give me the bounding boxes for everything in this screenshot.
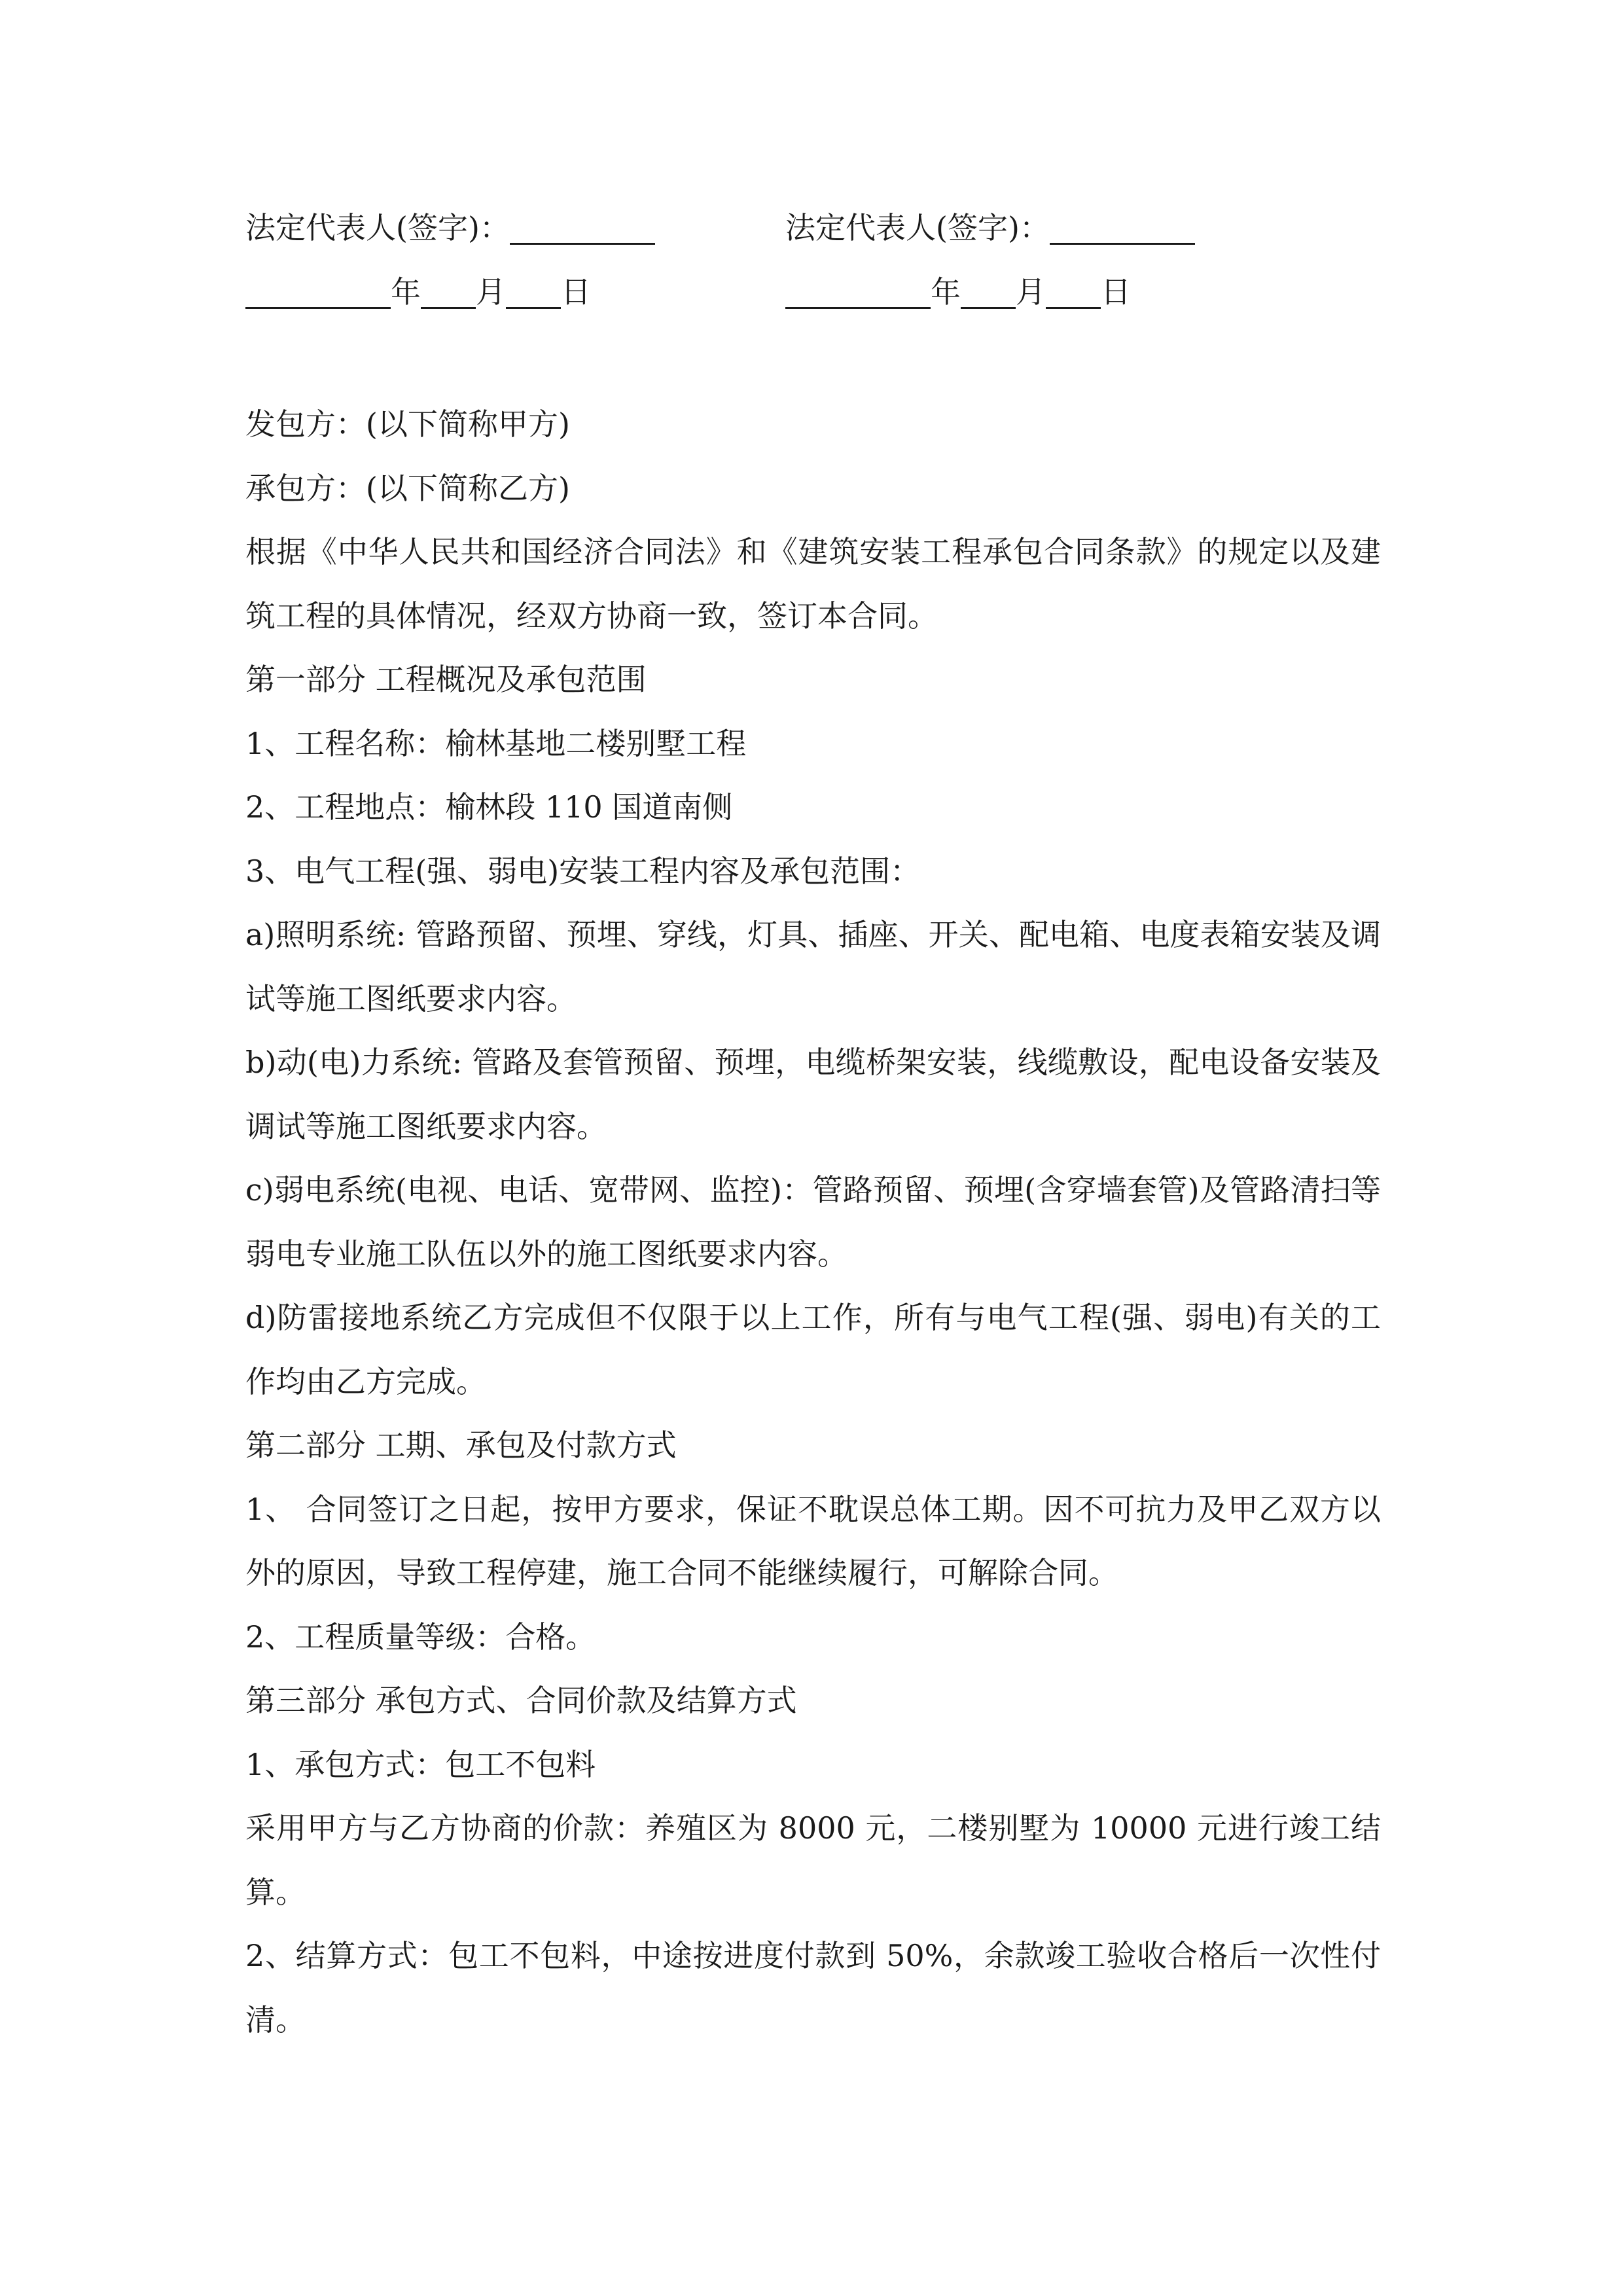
left-signature-blank[interactable] [510, 205, 655, 245]
part3-item2: 2、结算方式：包工不包料，中途按进度付款到 50%，余款竣工验收合格后一次性付清。 [245, 1938, 1381, 2037]
signature-row [245, 203, 1397, 267]
right-month-blank[interactable] [961, 269, 1016, 309]
part3-heading: 第三部分 承包方式、合同价款及结算方式 [245, 1683, 797, 1718]
right-signature-label: 法定代表人(签字)： [785, 210, 1050, 245]
left-year-label: 年 [391, 274, 421, 310]
contract-body [245, 393, 1381, 2052]
part1-item-c: c)弱电系统(电视、电话、宽带网、监控)：管路预留、预埋(含穿墙套管)及管路清扫等弱电专业施工队伍以外的施工图纸要求内容。 [245, 1172, 1381, 1272]
left-year-blank[interactable] [245, 269, 391, 309]
part3-price: 采用甲方与乙方协商的价款：养殖区为 8000 元，二楼别墅为 10000 元进行竣工结算。 [245, 1810, 1381, 1910]
intro-paragraph: 根据《中华人民共和国经济合同法》和《建筑安装工程承包合同条款》的规定以及建筑工程的具体情况，经双方协商一致，签订本合同。 [245, 534, 1381, 634]
left-month-blank[interactable] [421, 269, 476, 309]
part3-item1: 1、承包方式：包工不包料 [245, 1746, 596, 1782]
right-day-blank[interactable] [1046, 269, 1101, 309]
contractor-line: 承包方：(以下简称乙方) [245, 470, 570, 506]
right-year-blank[interactable] [785, 269, 931, 309]
left-day-blank[interactable] [506, 269, 561, 309]
right-date [785, 267, 1131, 317]
part2-item2: 2、工程质量等级：合格。 [245, 1619, 596, 1655]
part2-item1: 1、 合同签订之日起，按甲方要求，保证不耽误总体工期。因不可抗力及甲乙双方以外的原因，导致工程停建，施工合同不能继续履行，可解除合同。 [245, 1491, 1381, 1590]
right-year-label: 年 [931, 274, 961, 310]
part2-heading: 第二部分 工期、承包及付款方式 [245, 1427, 677, 1463]
left-signature-label: 法定代表人(签字)： [245, 210, 510, 245]
right-day-label: 日 [1101, 274, 1131, 310]
employer-line: 发包方：(以下简称甲方) [245, 406, 570, 442]
part1-heading: 第一部分 工程概况及承包范围 [245, 662, 647, 697]
right-signature-blank[interactable] [1050, 205, 1195, 245]
left-day-label: 日 [561, 274, 591, 310]
part1-item2: 2、工程地点：榆林段 110 国道南侧 [245, 789, 733, 825]
left-date [245, 267, 591, 317]
part1-item-d: d)防雷接地系统乙方完成但不仅限于以上工作，所有与电气工程(强、弱电)有关的工作均由乙方完成。 [245, 1300, 1381, 1399]
part1-item-b: b)动(电)力系统: 管路及套管预留、预埋，电缆桥架安装，线缆敷设，配电设备安装及调试等施工图纸要求内容。 [245, 1045, 1381, 1144]
part1-item-a: a)照明系统: 管路预留、预埋、穿线，灯具、插座、开关、配电箱、电度表箱安装及调试等施工图纸要求内容。 [245, 917, 1381, 1016]
right-month-label: 月 [1016, 274, 1046, 310]
left-month-label: 月 [476, 274, 506, 310]
part1-item1: 1、工程名称：榆林基地二楼别墅工程 [245, 725, 747, 761]
part1-item3: 3、电气工程(强、弱电)安装工程内容及承包范围： [245, 853, 921, 889]
date-row [245, 267, 1397, 331]
right-signature [785, 203, 1195, 253]
left-signature [245, 203, 655, 253]
signature-block [245, 203, 1397, 331]
